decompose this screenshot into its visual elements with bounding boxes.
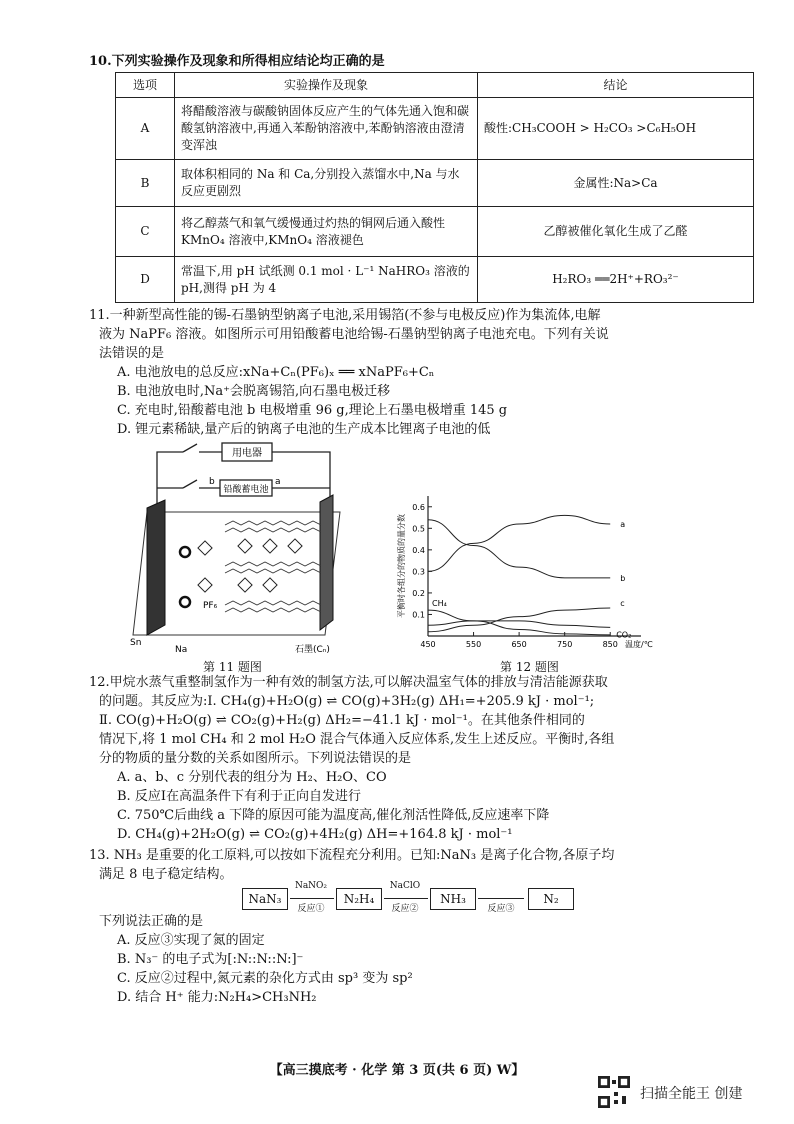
series-line-CO₂ [428,621,610,627]
q11-option-c: C. 充电时,铅酸蓄电池 b 电极增重 96 g,理论上石墨电极增重 145 g [117,403,508,418]
q10-table [115,72,754,303]
y-tick-label: 0.2 [412,588,425,598]
flow-r2-reagent: NaClO [389,881,421,891]
q12-stem: 情况下,将 1 mol CH₄ 和 2 mol H₂O 混合气体通入反应体系,发生上述反应。平衡时,各组 [99,732,615,747]
table-header: 实验操作及现象 [175,73,478,98]
flow-r1-label: 反应① [297,904,325,914]
series-label-a: a [620,520,626,529]
row-conclusion: 金属性:Na>Ca [478,160,754,207]
table-header-row [116,73,754,98]
sn-electrode [147,500,165,635]
x-tick-label: 850 [602,640,618,649]
fig11-diagram [125,440,365,660]
table-row [116,160,754,207]
y-tick-label: 0.3 [412,567,425,577]
row-operation: 常温下,用 pH 试纸测 0.1 mol · L⁻¹ NaHRO₃ 溶液的 pH,测得 pH 为 4 [175,257,478,303]
q13-option-d: D. 结合 H⁺ 能力:N₂H₄>CH₃NH₂ [117,990,317,1005]
flow-arrow-1 [290,898,334,899]
x-axis-label: 温度/℃ [625,640,653,649]
q13-option-b: B. N₃⁻ 的电子式为[:N::N::N:]⁻ [117,952,304,967]
q12-stem: Ⅱ. CO(g)+H₂O(g) ⇌ CO₂(g)+H₂(g) ΔH₂=−41.1 kJ · mol⁻¹。在其他条件相同的 [99,713,585,728]
flow-node-nan3: NaN₃ [242,888,288,910]
graphite-layers [225,521,321,612]
x-tick-label: 550 [465,640,482,649]
scanner-watermark: 扫描全能王 创建 [640,1086,743,1102]
row-option: D [116,257,175,303]
flow-r2-label: 反应② [391,904,419,914]
fig11-caption: 第 11 题图 [203,660,262,674]
q13 [89,846,754,884]
row-conclusion: 乙醇被催化氧化生成了乙醛 [478,207,754,257]
fig12-caption: 第 12 题图 [500,660,559,674]
row-option: A [116,98,175,160]
row-operation: 将醋酸溶液与碳酸钠固体反应产生的气体先通入饱和碳酸氢钠溶液中,再通入苯酚钠溶液中,苯酚钠溶液由澄清变浑浊 [175,98,478,160]
table-header: 结论 [478,73,754,98]
flow-r3-label: 反应③ [487,904,515,914]
flow-r1-reagent: NaNO₂ [294,881,328,891]
flow-node-n2: N₂ [528,888,574,910]
y-tick-label: 0.5 [412,524,425,534]
page-footer: 【高三摸底考 · 化学 第 3 页(共 6 页) W】 [269,1063,525,1078]
y-tick-label: 0.6 [412,502,425,512]
label-a: a [275,477,281,487]
row-operation: 取体积相同的 Na 和 Ca,分别投入蒸馏水中,Na 与水反应更剧烈 [175,160,478,207]
x-tick-label: 450 [420,640,436,649]
q11 [89,306,754,439]
label-b: b [209,477,215,487]
device2-label: 铅酸蓄电池 [223,485,269,495]
flow-arrow-2 [384,898,428,899]
q11-stem: 液为 NaPF₆ 溶液。如图所示可用铅酸蓄电池给锡-石墨钠型钠离子电池充电。下列有关说 [99,327,609,342]
series-label-b: b [620,573,626,583]
row-conclusion: 酸性:CH₃COOH > H₂CO₃ >C₆H₅OH [478,98,754,160]
x-tick-label: 650 [511,640,527,649]
q12-option-d: D. CH₄(g)+2H₂O(g) ⇌ CO₂(g)+4H₂(g) ΔH=+164.8 kJ · mol⁻¹ [117,827,513,842]
series-line-c [428,608,610,632]
row-option: B [116,160,175,207]
q10-title: 10.下列实验操作及现象和所得相应结论均正确的是 [89,54,385,69]
fig12-chart [388,488,658,660]
q12-option-c: C. 750℃后曲线 a 下降的原因可能为温度高,催化剂活性降低,反应速率下降 [117,808,550,823]
q12-stem: 的问题。其反应为:Ⅰ. CH₄(g)+H₂O(g) ⇌ CO(g)+3H₂(g) ΔH₁=+205.9 kJ · mol⁻¹; [99,694,595,709]
series-line-b [428,520,610,578]
qr-code-icon [598,1076,630,1108]
x-tick-label: 750 [557,640,573,649]
q13-stem: 13. NH₃ 是重要的化工原料,可以按如下流程充分利用。已知:NaN₃ 是离子化合物,各原子均 [89,848,615,863]
q13-option-a: A. 反应③实现了氮的固定 [117,933,265,948]
graphite-label: 石墨(Cₙ) [295,645,330,655]
y-axis-label: 平衡时各组分的物质的量分数 [397,514,406,618]
sn-label: Sn [130,638,142,648]
series-label-CH₄: CH₄ [432,599,447,609]
series-label-CO₂: CO₂ [616,630,632,640]
flow-node-n2h4: N₂H₄ [336,888,382,910]
na-label: Na [175,645,188,655]
row-option: C [116,207,175,257]
q12-stem: 12.甲烷水蒸气重整制氢作为一种有效的制氢方法,可以解决温室气体的排放与清洁能源获取 [89,675,608,690]
q13-stem: 满足 8 电子稳定结构。 [99,867,233,882]
table-header: 选项 [116,73,175,98]
q12 [89,673,754,844]
y-tick-label: 0.4 [412,545,425,555]
q13-stem: 下列说法正确的是 [99,914,204,929]
pf6-label: PF₆ [203,601,218,611]
q11-option-d: D. 锂元素稀缺,量产后的钠离子电池的生产成本比锂离子电池的低 [117,422,491,437]
q11-option-b: B. 电池放电时,Na⁺会脱离锡箔,向石墨电极迁移 [117,384,391,399]
q12-option-a: A. a、b、c 分别代表的组分为 H₂、H₂O、CO [117,770,387,785]
graphite-electrode [320,495,333,630]
q11-stem: 11.一种新型高性能的锡-石墨钠型钠离子电池,采用锡箔(不参与电极反应)作为集流体,电解 [89,308,601,323]
device1-label: 用电器 [232,448,262,459]
switch-1 [183,444,197,452]
table-row [116,257,754,303]
na-ions [180,547,190,607]
row-operation: 将乙醇蒸气和氧气缓慢通过灼热的铜网后通入酸性 KMnO₄ 溶液中,KMnO₄ 溶液褪色 [175,207,478,257]
q13-option-c: C. 反应②过程中,氮元素的杂化方式由 sp³ 变为 sp² [117,971,413,986]
q13-options [89,912,754,1007]
q11-option-a: A. 电池放电的总反应:xNa+Cₙ(PF₆)ₓ ══ xNaPF₆+Cₙ [117,365,435,380]
table-row [116,207,754,257]
series-label-c: c [620,599,625,608]
switch-2 [183,480,197,488]
series-line-a [428,515,610,571]
q11-stem: 法错误的是 [99,346,165,361]
q12-stem: 分的物质的量分数的关系如图所示。下列说法错误的是 [99,751,412,766]
row-conclusion: H₂RO₃ ══2H⁺+RO₃²⁻ [478,257,754,303]
flow-node-nh3: NH₃ [430,888,476,910]
q12-option-b: B. 反应Ⅰ在高温条件下有利于正向自发进行 [117,789,361,804]
pf6-ions [198,539,302,592]
y-tick-label: 0.1 [412,610,425,620]
table-row [116,98,754,160]
flow-arrow-3 [478,898,524,899]
